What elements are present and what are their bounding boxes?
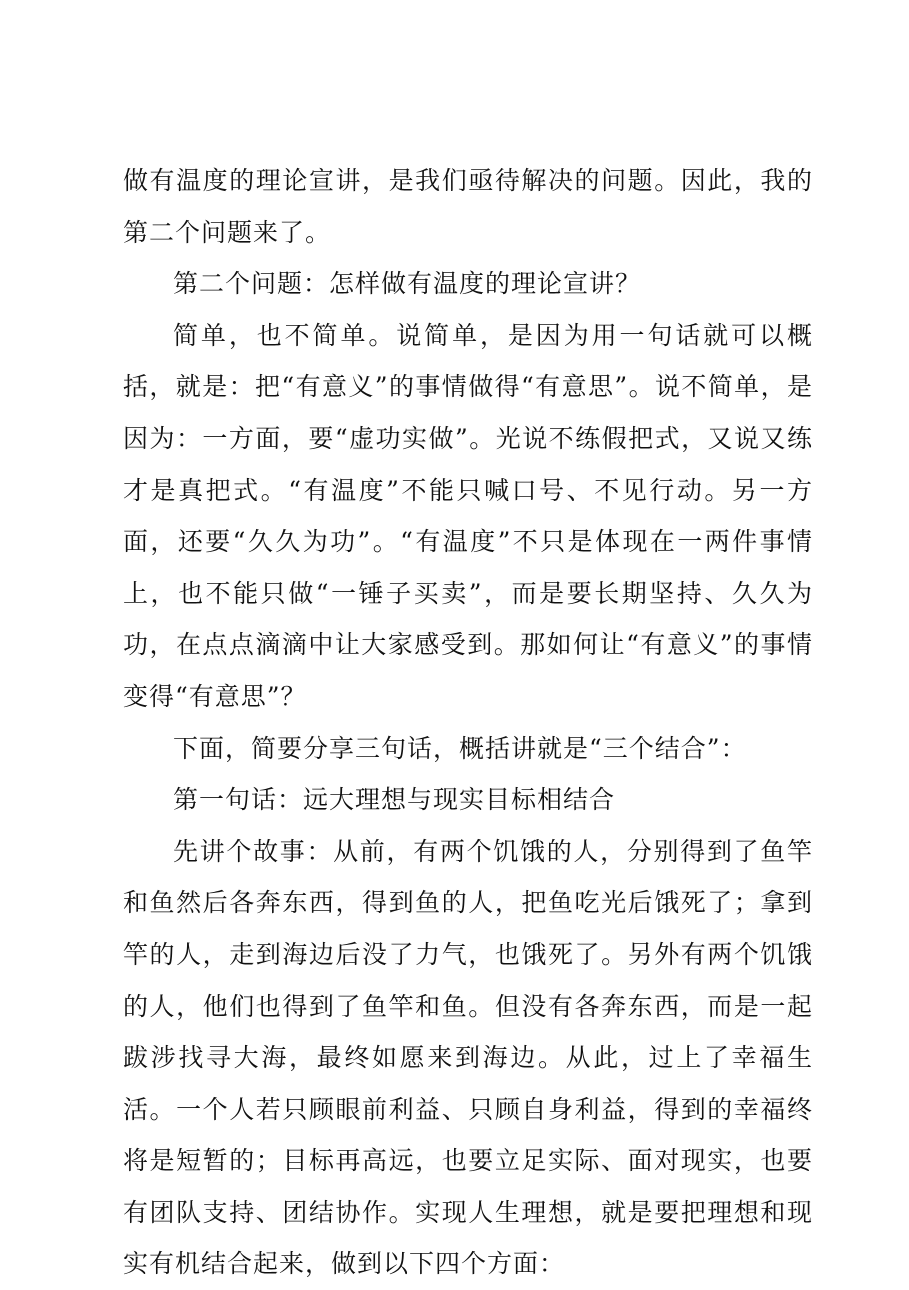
- paragraph-question-two: 第二个问题：怎样做有温度的理论宣讲？: [173, 269, 642, 299]
- document-body: [123, 155, 813, 1290]
- paragraph-continuation: 做有温度的理论宣讲，是我们亟待解决的问题。因此，我的第二个问题来了。: [123, 166, 813, 247]
- paragraph-simple-not-simple: 简单，也不简单。说简单，是因为用一句话就可以概括，就是：把“有意义”的事情做得“有意思”。说不简单，是因为：一方面，要“虚功实做”。光说不练假把式，又说又练才是真把式。“有温度”不能只喊口号、不见行动。另一方面，还要“久久为功”。“有温度”不只是体现在一两件事情上，也不能只做“一锤子买卖”，而是要长期坚持、久久为功，在点点滴滴中让大家感受到。那如何让“有意义”的事情变得“有意思”？: [123, 320, 813, 711]
- paragraph-story: 先讲个故事：从前，有两个饥饿的人，分别得到了鱼竿和鱼然后各奔东西，得到鱼的人，把鱼吃光后饿死了；拿到竿的人，走到海边后没了力气，也饿死了。另外有两个饥饿的人，他们也得到了鱼竿和鱼。但没有各奔东西，而是一起跋涉找寻大海，最终如愿来到海边。从此，过上了幸福生活。一个人若只顾眼前利益、只顾自身利益，得到的幸福终将是短暂的；目标再高远，也要立足实际、面对现实，也要有团队支持、团结协作。实现人生理想，就是要把理想和现实有机结合起来，做到以下四个方面：: [123, 836, 813, 1279]
- paragraph-three-combinations: 下面，简要分享三句话，概括讲就是“三个结合”：: [173, 733, 747, 763]
- paragraph-first-sentence: 第一句话：远大理想与现实目标相结合: [173, 785, 616, 815]
